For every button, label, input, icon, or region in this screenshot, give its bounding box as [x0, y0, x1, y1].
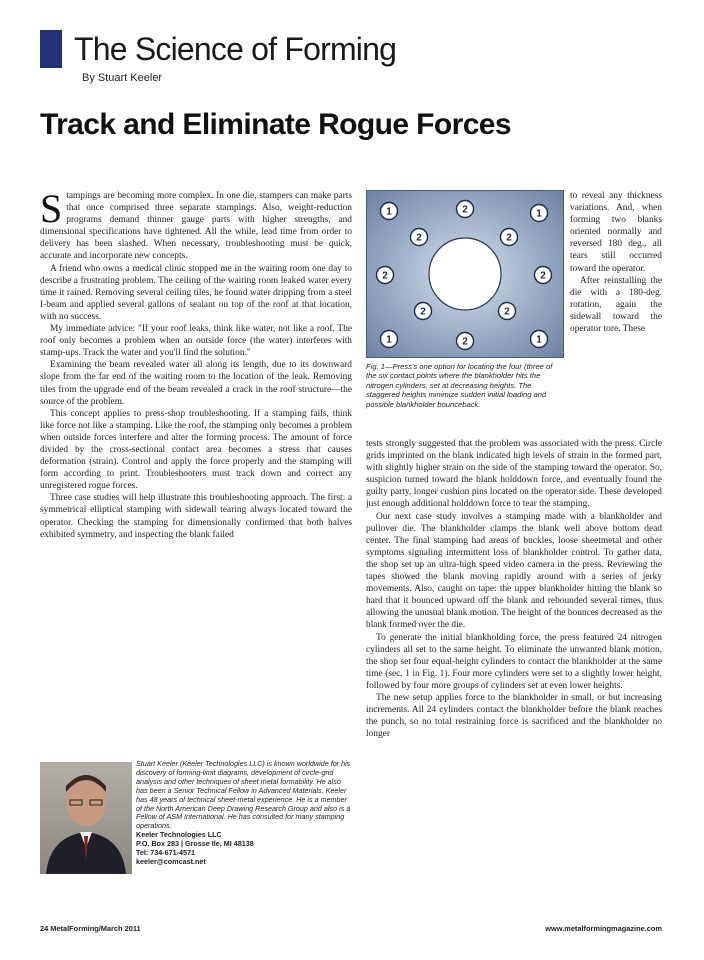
- cylinder-marker: [501, 229, 518, 246]
- col2-paragraph-3: To generate the initial blankholding force, the press featured 24 nitrogen cylinders all set to the same height. To eliminate the unwanted blank motion, the shop set four equal-height cylinders to contact the blankholder at the same time (sec. 1 in Fig. 1). Four more cylinders were set to a slightly lower height, followed by four more groups of cylinders set at even lower heights.: [366, 632, 662, 691]
- cylinder-label: 2: [382, 270, 388, 282]
- cylinder-marker: [457, 333, 474, 350]
- bio-phone: Tel: 734-671-4571: [136, 848, 196, 858]
- cylinder-label: 1: [536, 334, 542, 346]
- cylinder-label: 2: [462, 204, 468, 216]
- article-narrow-column: [570, 190, 662, 436]
- bio-email[interactable]: keeler@comcast.net: [136, 856, 206, 866]
- paragraph-5: This concept applies to press-shop troubleshooting. If a stamping fails, think like force not like a stamping. Like the roof, the stamping only becomes a problem when outside forces interfere and alter the forming process. The amount of force divided by the cross-sectional contact area becomes a stress that causes deformation (strain). Control and apply the force properly and the stamping will form according to print. Troubleshooters must track down and correct any unregistered rogue forces.: [40, 408, 352, 492]
- footer-url[interactable]: www.metalformingmagazine.com: [545, 924, 662, 933]
- figure-blankholder-diagram: [366, 190, 564, 358]
- cylinder-marker: [377, 267, 394, 284]
- cylinder-label: 2: [420, 306, 426, 318]
- cylinder-label: 1: [386, 206, 392, 218]
- bio-text: Stuart Keeler (Keeler Technologies LLC) is known worldwide for his discovery of forming-limit diagrams, development of circle-grid analysis and other techniques of sheet metal formability. He also has been a Senior Technical Fellow in Advanced Materials. Keeler has 48 years of technical sheet-metal experience. He is a member of the North American Deep Drawing Research Group and also is a Fellow of ASM International. He has consulted for many stamping operations.: [136, 759, 351, 831]
- col2-paragraph-1: tests strongly suggested that the problem was associated with the press. Circle grids imprinted on the blank indicated high levels of strain in the formed part, with slightly higher strain on the side of the stamping toward the operator. So, suspicion turned toward the blank holddown force, and eventually found the guilty party, longer cushion pins located on the operator side. These developed just enough additional holddown force to tear the stamping.: [366, 439, 662, 510]
- cylinder-marker: [381, 203, 398, 220]
- figure-caption: Fig. 1—Press's one option for locating the four (three of the six contact points where the blankholder hits the nitrogen cylinders, set at decreasing heights. The staggered heights minimize sudden initial loading and possible blankholder bounceback.: [366, 362, 553, 409]
- cylinder-marker: [381, 331, 398, 348]
- cylinder-label: 2: [506, 232, 512, 244]
- paragraph-3: My immediate advice: "If your roof leaks, think like water, not like a roof. The roof only becomes a problem when an outside force (the water) interferes with stamp-ups. Track the water and you'll find the solution.": [40, 324, 352, 359]
- bio-address: P.O. Box 283 | Grosse Ile, MI 48138: [136, 839, 254, 849]
- article-headline: Track and Eliminate Rogue Forces: [40, 108, 511, 141]
- narrow-paragraph-1: to reveal any thickness variations. And, when forming two blanks oriented normally and reversed 180 deg., all tears still occurred toward the operator.: [570, 191, 662, 274]
- column-accent-bar: [40, 30, 62, 68]
- figure-svg: [367, 191, 563, 357]
- center-opening: [429, 238, 501, 310]
- paragraph-6: Three case studies will help illustrate this troubleshooting approach. The first: a symmetrical elliptical stamping with sidewall tearing always located toward the operator. Checking the stamping for dimensionally confirmed that both halves exhibited symmetry, and inspecting the blank failed: [40, 493, 352, 540]
- col2-paragraph-2: Our next case study involves a stamping made with a blankholder and pullover die. The blankholder clamps the blank well above bottom dead center. The final stamping had areas of buckles, loose sheetmetal and other symptoms signaling intermittent loss of blankholder control. To gather data, the shop set up an ultra-high speed video camera in the press. Reviewing the tapes showed the blank moving rapidly around with a series of jerky movements. Also, caught on tape: the upper blankholder hitting the blank so hard that it bounced upward off the blank and rebounded several times, thus allowing the unusual blank motion. The height of the bounces decreased as the blank formed over the die.: [366, 511, 662, 631]
- col2-paragraph-4: The new setup applies force to the blankholder in small, or but increasing increments. All 24 cylinders contact the blankholder before the blank reaches the punch, so no total restraining force is sacrificed and the blankholder no longer: [366, 692, 662, 740]
- byline: By Stuart Keeler: [82, 72, 163, 84]
- author-photo: [40, 762, 132, 874]
- cylinder-label: 1: [536, 208, 542, 220]
- paragraph-1: Stampings are becoming more complex. In one die, stampers can make parts that once comprised three separate stampings. Also, weight-reduction programs demand thinner gauge parts with higher strengths, and dimensional specifications have tightened. All the while, lead time from order to delivery has been slashed. When necessary, troubleshooting must be quick, accurate and incorporate new concepts.: [40, 190, 352, 262]
- cylinder-label: 2: [540, 270, 546, 282]
- cylinder-marker: [531, 205, 548, 222]
- article-column-2: [366, 438, 662, 920]
- column-title: The Science of Forming: [74, 31, 397, 67]
- cylinder-marker: [411, 229, 428, 246]
- bio-company: Keeler Technologies LLC: [136, 830, 222, 840]
- cylinder-label: 2: [462, 336, 468, 348]
- footer-page-info: 24 MetalForming/March 2011: [40, 924, 141, 933]
- cylinder-label: 2: [504, 306, 510, 318]
- narrow-paragraph-2: After reinstalling the die with a 180-deg. rotation, again the sidewall toward the operator tore. These: [570, 275, 662, 335]
- author-bio: [136, 760, 352, 867]
- cylinder-marker: [499, 303, 516, 320]
- paragraph-4: Examining the beam revealed water all along its length, due to its downward slope from the far end of the waiting room to the location of the leak. Removing tiles from the upgrade end of the beam revealed a crack in the roof structure—the source of the problem.: [40, 360, 352, 407]
- cylinder-label: 1: [386, 334, 392, 346]
- cylinder-marker: [531, 331, 548, 348]
- article-column-1: [40, 190, 352, 750]
- paragraph-2: A friend who owns a medical clinic stopped me in the waiting room one day to describe a frustrating problem. The ceiling of the waiting room leaked water every time it rained. Removing several ceiling tiles, he found water dripping from a steel I-beam and applied several gallons of sealant on top of the roof at that location, with no success.: [40, 263, 352, 322]
- drop-cap: S: [40, 190, 63, 231]
- cylinder-marker: [535, 267, 552, 284]
- cylinder-marker: [415, 303, 432, 320]
- cylinder-marker: [457, 201, 474, 218]
- cylinder-label: 2: [416, 232, 422, 244]
